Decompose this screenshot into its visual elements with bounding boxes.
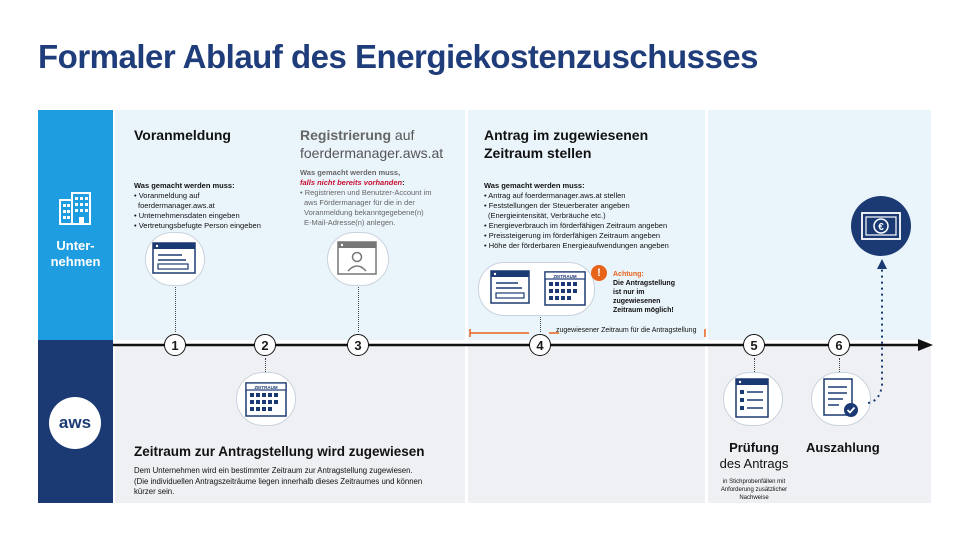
antrag-item-6: • Höhe der förderbaren Energieaufwendungen angeben: [484, 241, 669, 250]
auszahlung-heading: Auszahlung: [806, 440, 880, 455]
calendar-icon: [544, 268, 586, 306]
company-label-line2: nehmen: [50, 254, 101, 269]
step-6: 6: [828, 334, 850, 356]
registrierung-must-red: falls nicht bereits vorhanden: [300, 178, 403, 187]
calendar-label: ZEITRAUM: [254, 385, 278, 390]
voranmeldung-item-4: • Vertretungsbefugte Person eingeben: [134, 221, 261, 230]
voranmeldung-must: Was gemacht werden muss:: [134, 181, 235, 190]
zeitraum-bracket-label: zugewiesener Zeitraum für die Antragstellung: [556, 327, 697, 334]
pruefung-heading: [713, 440, 795, 472]
step-3: 3: [347, 334, 369, 356]
page-title: Formaler Ablauf des Energiekostenzuschusses: [38, 38, 759, 75]
step-2: 2: [254, 334, 276, 356]
warning-line-4: Zeitraum möglich!: [613, 307, 674, 314]
warning-line-1: Die Antragstellung: [613, 280, 675, 287]
registrierung-heading: [300, 126, 414, 144]
registrierung-heading-bold: Registrierung: [300, 127, 392, 143]
connector-6: [839, 358, 840, 372]
pruefung-note-line1: in Stichprobenfällen mit: [722, 479, 786, 485]
connector-3: [358, 282, 359, 332]
payout-dotted-arrow: [860, 255, 900, 410]
euro-money-icon: [861, 212, 901, 240]
bottom-panel-2: [468, 345, 705, 503]
antrag-item-1: • Antrag auf foerdermanager.aws.at stellen: [484, 191, 626, 200]
voranmeldung-item-1: • Voranmeldung auf: [134, 191, 200, 200]
pruefung-note-line2: Anforderung zusätzlicher: [720, 487, 788, 493]
antrag-must: Was gemacht werden muss:: [484, 181, 585, 190]
warning-line-2: ist nur im: [613, 289, 645, 296]
antrag-item-3: (Energieintensität, Verbräuche etc.): [488, 211, 606, 220]
registrierung-must-colon: :: [402, 178, 405, 187]
company-label-line1: Unter-: [56, 238, 95, 253]
zeitraum-text-line1: Dem Unternehmen wird ein bestimmter Zeitraum zur Antragstellung zugewiesen.: [134, 466, 413, 475]
connector-5: [754, 358, 755, 372]
checklist-icon: [735, 378, 769, 418]
warning-title: Achtung:: [613, 271, 644, 278]
registrierung-must: Was gemacht werden muss,: [300, 168, 401, 177]
pruefung-note-line3: Nachweise: [739, 495, 769, 501]
step-5: 5: [743, 334, 765, 356]
antrag-heading-line1: Antrag im zugewiesenen: [484, 127, 649, 143]
registrierung-item-4: E-Mail-Adresse(n) anlegen.: [304, 218, 396, 227]
voranmeldung-heading: Voranmeldung: [134, 127, 231, 143]
connector-2: [265, 358, 266, 372]
zeitraum-text: [134, 466, 464, 498]
antrag-warning: [613, 270, 703, 315]
zeitraum-text-line3: kürzer sein.: [134, 487, 175, 496]
calendar-label: ZEITRAUM: [553, 274, 577, 279]
antrag-text: [484, 181, 704, 251]
approved-document-icon: [823, 378, 861, 420]
antrag-heading-line2: Zeitraum stellen: [484, 145, 592, 161]
calendar-icon: [245, 379, 287, 417]
warning-line-3: zugewiesenen: [613, 298, 661, 305]
pruefung-heading-line2: des Antrags: [719, 456, 789, 471]
registrierung-text: [300, 168, 465, 228]
registrierung-item-3: Voranmeldung bekanntgegebene(n): [304, 208, 424, 217]
connector-1: [175, 282, 176, 332]
zeitraum-heading: Zeitraum zur Antragstellung wird zugewiesen: [134, 444, 425, 459]
company-lane-label: [38, 238, 113, 270]
voranmeldung-item-3: • Unternehmensdaten eingeben: [134, 211, 240, 220]
registrierung-item-1: • Registrieren und Benutzer-Account im: [300, 188, 432, 197]
form-icon: [152, 242, 196, 274]
step-4: 4: [529, 334, 551, 356]
registrierung-heading-rest: auf: [391, 127, 415, 143]
registrierung-heading-line2: foerdermanager.aws.at: [300, 145, 444, 161]
antrag-item-4: • Energieverbrauch im förderfähigen Zeitraum angeben: [484, 221, 668, 230]
form-icon: [490, 270, 530, 304]
step-1: 1: [164, 334, 186, 356]
user-account-icon: [337, 241, 377, 275]
antrag-item-5: • Preissteigerung im förderfähigen Zeitraum angeben: [484, 231, 661, 240]
warning-icon: !: [591, 265, 607, 281]
registrierung-item-2: aws Fördermanager für die in der: [304, 198, 415, 207]
voranmeldung-text: [134, 181, 294, 231]
aws-logo: aws: [49, 397, 101, 449]
pruefung-note: [708, 478, 800, 502]
zeitraum-text-line2: (Die individuellen Antragszeiträume liegen innerhalb dieses Zeitraumes und können: [134, 476, 423, 486]
svg-text:€: €: [878, 222, 884, 233]
antrag-item-2: • Feststellungen der Steuerberater angeben: [484, 201, 630, 210]
voranmeldung-item-2: foerdermanager.aws.at: [138, 201, 215, 210]
pruefung-heading-line1: Prüfung: [729, 440, 779, 455]
building-icon: [56, 190, 94, 226]
